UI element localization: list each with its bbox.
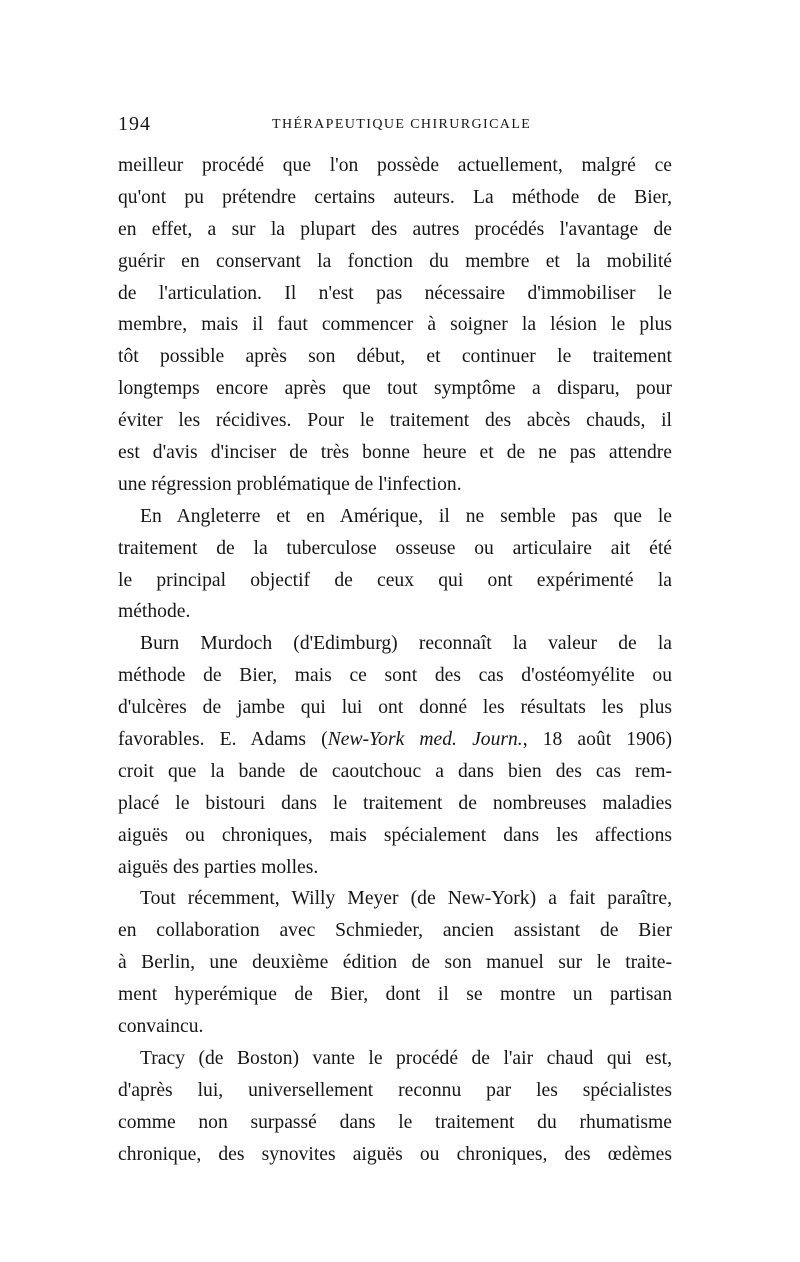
text-line: ment hyperémique de Bier, dont il se montre un partisan: [118, 984, 672, 1006]
journal-title: New-York med. Journ.: [327, 729, 523, 751]
text-line: Tout récemment, Willy Meyer (de New-York) a fait paraître,: [140, 888, 672, 910]
citation-text-before: favorables. E. Adams (: [118, 729, 328, 751]
text-line: en effet, a sur la plupart des autres procédés l'avantage de: [118, 218, 672, 240]
running-title: THÉRAPEUTIQUE CHIRURGICALE: [272, 117, 532, 132]
paragraph-4: [118, 883, 672, 1042]
text-line: méthode de Bier, mais ce sont des cas d'ostéomyélite ou: [118, 665, 672, 687]
text-line: membre, mais il faut commencer à soigner la lésion le plus: [118, 314, 672, 336]
text-line: de l'articulation. Il n'est pas nécessaire d'immobiliser le: [118, 282, 672, 304]
text-line: aiguës ou chroniques, mais spécialement dans les affections: [118, 824, 672, 846]
text-line: longtemps encore après que tout symptôme a disparu, pour: [118, 378, 672, 400]
paragraph-2: [118, 501, 672, 629]
text-line: traitement de la tuberculose osseuse ou articulaire ait été: [118, 537, 672, 559]
page-number: 194: [118, 113, 151, 135]
text-line: d'après lui, universellement reconnu par les spécialistes: [118, 1079, 672, 1101]
text-line: Tracy (de Boston) vante le procédé de l'air chaud qui est,: [140, 1047, 672, 1069]
text-line: convaincu.: [118, 1016, 204, 1038]
text-line: est d'avis d'inciser de très bonne heure et de ne pas attendre: [118, 442, 672, 464]
text-line: tôt possible après son début, et continuer le traitement: [118, 346, 672, 368]
text-line: méthode.: [118, 601, 191, 623]
running-head: [118, 113, 678, 141]
paragraph-5: [118, 1043, 672, 1171]
text-line: meilleur procédé que l'on possède actuellement, malgré ce: [118, 155, 672, 176]
paragraph-3: [118, 628, 672, 883]
text-line: à Berlin, une deuxième édition de son manuel sur le traite-: [118, 952, 672, 974]
text-line: en collaboration avec Schmieder, ancien assistant de Bier: [118, 920, 672, 942]
text-line: éviter les récidives. Pour le traitement des abcès chauds, il: [118, 410, 672, 432]
paragraph-1: [118, 150, 672, 501]
text-line: placé le bistouri dans le traitement de nombreuses maladies: [118, 792, 672, 814]
citation-line: [118, 724, 672, 756]
text-line: aiguës des parties molles.: [118, 856, 319, 878]
text-line: croit que la bande de caoutchouc a dans bien des cas rem-: [118, 760, 672, 782]
text-line: guérir en conservant la fonction du membre et la mobilité: [118, 250, 672, 272]
text-line: le principal objectif de ceux qui ont expérimenté la: [118, 569, 672, 591]
text-line: une régression problématique de l'infection.: [118, 473, 462, 495]
citation-text-after: , 18 août 1906): [522, 729, 673, 751]
text-line: comme non surpassé dans le traitement du rhumatisme: [118, 1111, 672, 1133]
text-line: En Angleterre et en Amérique, il ne semble pas que le: [140, 505, 672, 527]
text-line: qu'ont pu prétendre certains auteurs. La méthode de Bier,: [118, 186, 672, 208]
text-line: Burn Murdoch (d'Edimburg) reconnaît la valeur de la: [140, 633, 672, 655]
text-line: chronique, des synovites aiguës ou chroniques, des œdèmes: [118, 1143, 672, 1165]
text-line: d'ulcères de jambe qui lui ont donné les résultats les plus: [118, 697, 672, 719]
body-text: [118, 150, 672, 1171]
